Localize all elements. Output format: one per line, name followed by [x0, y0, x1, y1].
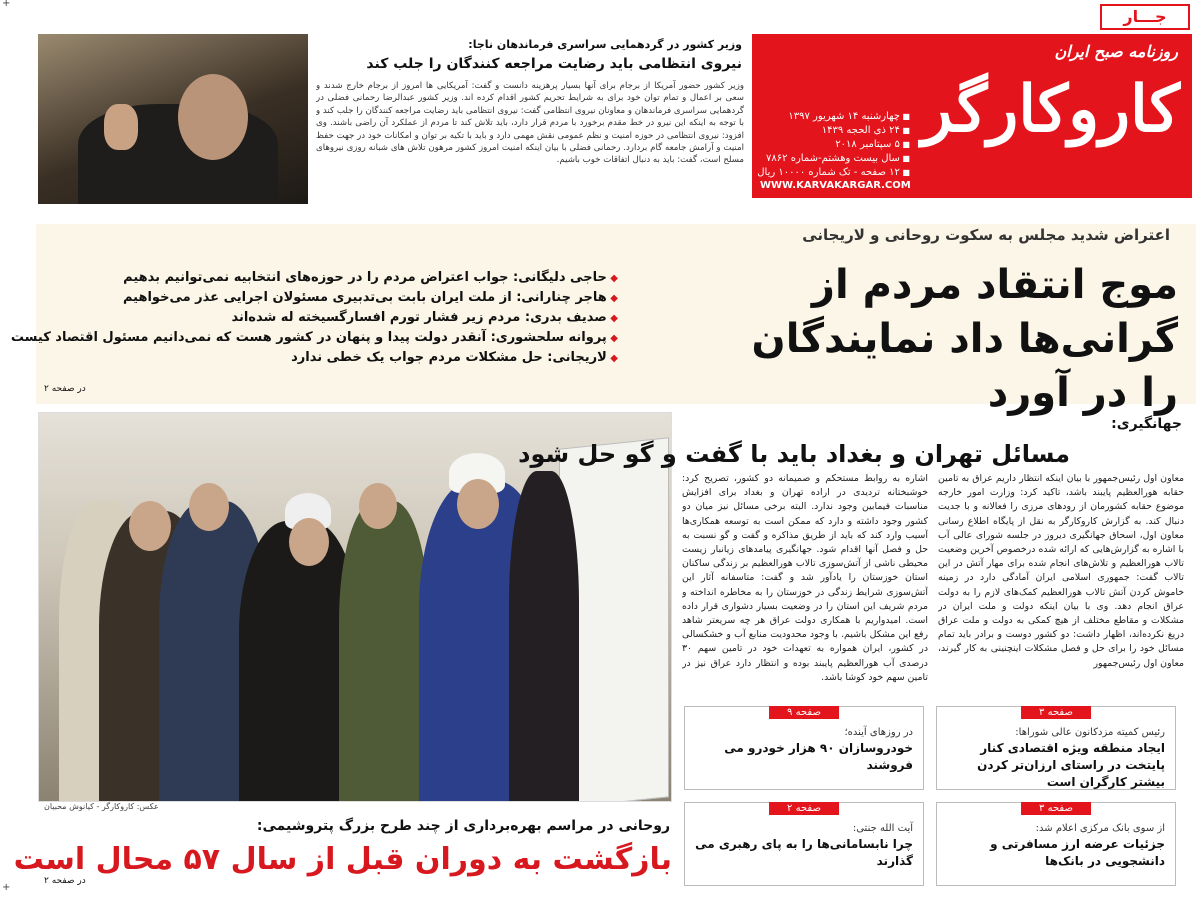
edition-tag: جـــار	[1100, 4, 1190, 30]
teaser-headline: ایجاد منطقه ویژه اقتصادی کنار پایتخت در راستای ارزان‌تر کردن بیشتر کارگران است	[977, 741, 1165, 789]
page-badge: صفحه ۹	[769, 706, 839, 719]
top-story-headline[interactable]: نیروی انتظامی باید رضایت مراجعه کنندگان را جلب کند	[366, 56, 742, 72]
teaser-headline: جزئیات عرضه ارز مسافرتی و دانشجویی در بانک‌ها	[990, 837, 1165, 868]
issue-date-hijri: ■ ۲۴ ذی الحجه ۱۴۳۹	[760, 124, 910, 138]
teaser-box[interactable]	[936, 706, 1176, 790]
photo-figure	[289, 518, 329, 566]
top-story-body: وزیر کشور حضور آمریکا از برجام برای آنها بسیار پرهزینه دانست و گفت: آمریکایی ها امروز از برجام خارج شدند و سعی بر اعمال و تمام توان خود برای به شرایط تحریم کشور اقدام کرده اند. وزیر کشور عبدالرضا رحمانی فضلی در گردهمایی سراسری فرماندهان و معاونان نیروی انتظامی گفت: نیروی انتظامی باید رضایت مراجعه کنندگان را جلب کند و با توجه به اینکه این نیرو در خط مقدم برخورد با مردم قرار دارد، باید تلاش کند تا مردم از عملکرد آن راضی باشند. وی افزود: نیروی انتظامی در حوزه امنیت و نظم عمومی نقش مهمی دارد و باید با تکیه بر توان و امکانات خود در جهت حفظ امنیت و آرامش جامعه گام بردارد. رحمانی فضلی با بیان اینکه امنیت امروز کشور مرهون تلاش های شبانه روزی نیروهای مسلح است، گفت: باید به دنبال اتفاقات خوب باشیم.	[316, 81, 744, 166]
teaser-box[interactable]	[936, 802, 1176, 886]
masthead-subtitle: روزنامه صبح ایران	[1054, 42, 1178, 61]
photo-figure	[359, 483, 397, 529]
lead-bullet: ◆ صدیف بدری: مردم زیر فشار تورم افسارگسیخته له شده‌اند	[58, 308, 618, 328]
teaser-kicker: از سوی بانک مرکزی اعلام شد:	[1035, 823, 1165, 834]
photo-figure	[457, 479, 499, 529]
lead-story-bullets	[10, 268, 618, 368]
jahangiri-column-right: معاون اول رئیس‌جمهور با بیان اینکه انتظار داریم عراق به تامین حقابه هورالعظیم پایبند باشد، تاکید کرد: وزارت امور خارجه موضوع حقابه کشورمان از رودهای مرزی را فعالانه و با جدیت دنبال کند. به گزارش کاروکارگر به نقل از پایگاه اطلاع رسانی معاون اول، اسحاق جهانگیری دیروز در جلسه شورای عالی آب با اشاره به گزارش‌هایی که ارائه شده درخصوص آخرین وضعیت تالاب هورالعظیم و تلاش‌های انجام شده برای مهار آتش در این تالاب گفت: جمهوری اسلامی ایران آمادگی دارد در زمینه خاموش کردن آتش تالاب هورالعظیم کمک‌های لازم را به دولت عراق انجام دهد. وی با بیان اینکه دولت و ملت ایران در مشکلات و مقاطع مختلف از هیچ کمکی به دولت و ملت عراق دریغ نکرده‌اند، اظهار داشت: دو کشور دوست و برادر باید تمام مسائل خود را برای حل و فصل مشکلات اینچنینی به کار گیرند، معاون اول رئیس‌جمهور	[938, 473, 1184, 669]
jahangiri-kicker: جهانگیری:	[1111, 416, 1182, 432]
issue-number: ■ سال بیست وهشتم-شماره ۷۸۶۲	[760, 152, 910, 166]
page-badge: صفحه ۳	[1021, 802, 1091, 815]
photo-figure	[129, 501, 171, 551]
page-badge: صفحه ۳	[1021, 706, 1091, 719]
lead-bullet: ◆ پروانه سلحشوری: آنقدر دولت پیدا و پنهان در کشور هست که نمی‌دانیم مسئول اقتصاد کیست	[58, 328, 618, 348]
jahangiri-headline[interactable]: مسائل تهران و بغداد باید با گفت و گو حل شود	[518, 440, 1070, 468]
main-photo	[38, 412, 672, 802]
top-story-kicker: وزیر کشور در گردهمایی سراسری فرماندهان ناجا:	[468, 38, 742, 51]
issue-price: ■ ۱۲ صفحه - تک شماره ۱۰۰۰۰ ریال	[760, 166, 910, 180]
top-story-photo	[38, 34, 308, 204]
teaser-box[interactable]	[684, 802, 924, 886]
issue-date-persian: ■ چهارشنبه ۱۴ شهریور ۱۳۹۷	[760, 110, 910, 124]
photo-figure	[339, 501, 429, 801]
crop-mark-icon: +	[2, 882, 11, 893]
bottom-story-page-ref: در صفحه ۲	[44, 876, 86, 886]
teaser-headline: چرا نابسامانی‌ها را به پای رهبری می گذارند	[695, 837, 913, 868]
bottom-story-headline[interactable]: بازگشت به دوران قبل از سال ۵۷ محال است	[13, 842, 672, 877]
photo-figure	[178, 74, 248, 160]
photo-figure	[104, 104, 138, 150]
lead-bullet: ◆ لاریجانی: حل مشکلات مردم جواب یک خطی ندارد	[58, 348, 618, 368]
jahangiri-column-left: اشاره به روابط مستحکم و صمیمانه دو کشور، تصریح کرد: خوشبختانه تردیدی در اراده تهران و بغداد برای افزایش مناسبات فیمابین وجود ندارد. البته برخی مسائل نیز میان دو کشور وجود داشته و دارد که ممکن است به توسعه همکاری‌ها آسیب وارد کند که باید از طریق مذاکره و گفت و گو نسبت به حل و فصل آنها اقدام شود. جهانگیری پیامدهای زیانبار زیست محیطی ناشی از آتش‌سوزی تالاب هورالعظیم بر زندگی ساکنان استان خوزستان را یادآور شد و گفت: متاسفانه آثار این آتش‌سوزی شرایط زندگی در خوزستان را به مخاطره انداخته و مردم شریف این استان را در وضعیت بسیار دشواری قرار داده است. امیدواریم با همکاری دولت عراق هر چه سریعتر شاهد رفع این مشکل باشیم. با وجود محدودیت منابع آب و خشکسالی در کشور، ایران همواره به تعهدات خود در تامین سهم ۳۰ درصدی آب هورالعظیم پایبند بوده و انتظار دارد عراق نیز در تامین سهم خود کوشا باشد.	[682, 473, 928, 683]
issue-info	[757, 110, 910, 180]
photo-figure	[509, 471, 579, 801]
bottom-story-kicker: روحانی در مراسم بهره‌برداری از چند طرح بزرگ پتروشیمی:	[256, 818, 670, 834]
lead-story-kicker: اعتراض شدید مجلس به سکوت روحانی و لاریجانی	[802, 226, 1170, 244]
photo-credit: عکس: کاروکارگر - کیانوش محبیان	[44, 802, 159, 811]
teaser-kicker: در روزهای آینده؛	[844, 727, 913, 738]
lead-bullet: ◆ هاجر چنارانی: از ملت ایران بابت بی‌تدبیری مسئولان اجرایی عذر می‌خواهیم	[58, 288, 618, 308]
lead-bullet: ◆ حاجی دلیگانی: جواب اعتراض مردم را در حوزه‌های انتخابیه نمی‌توانیم بدهیم	[58, 268, 618, 288]
page-badge: صفحه ۲	[769, 802, 839, 815]
lead-page-ref: در صفحه ۲	[44, 384, 86, 394]
teaser-kicker: رئیس کمیته مزدکانون عالی شوراها:	[1015, 727, 1165, 738]
issue-date-gregorian: ■ ۵ سپتامبر ۲۰۱۸	[760, 138, 910, 152]
photo-figure	[189, 483, 229, 531]
masthead	[752, 34, 1192, 198]
newspaper-logo[interactable]: کاروکارگر	[921, 72, 1180, 147]
teaser-headline: خودروسازان ۹۰ هزار خودرو می فروشند	[724, 741, 913, 772]
teaser-kicker: آیت الله جنتی:	[852, 823, 913, 834]
website-link[interactable]: WWW.KARVAKARGAR.COM	[760, 180, 911, 191]
teaser-box[interactable]	[684, 706, 924, 790]
crop-mark-icon: +	[2, 0, 11, 9]
lead-story-headline[interactable]: موج انتقاد مردم از گرانی‌ها داد نمایندگان را در آورد	[751, 262, 1178, 416]
